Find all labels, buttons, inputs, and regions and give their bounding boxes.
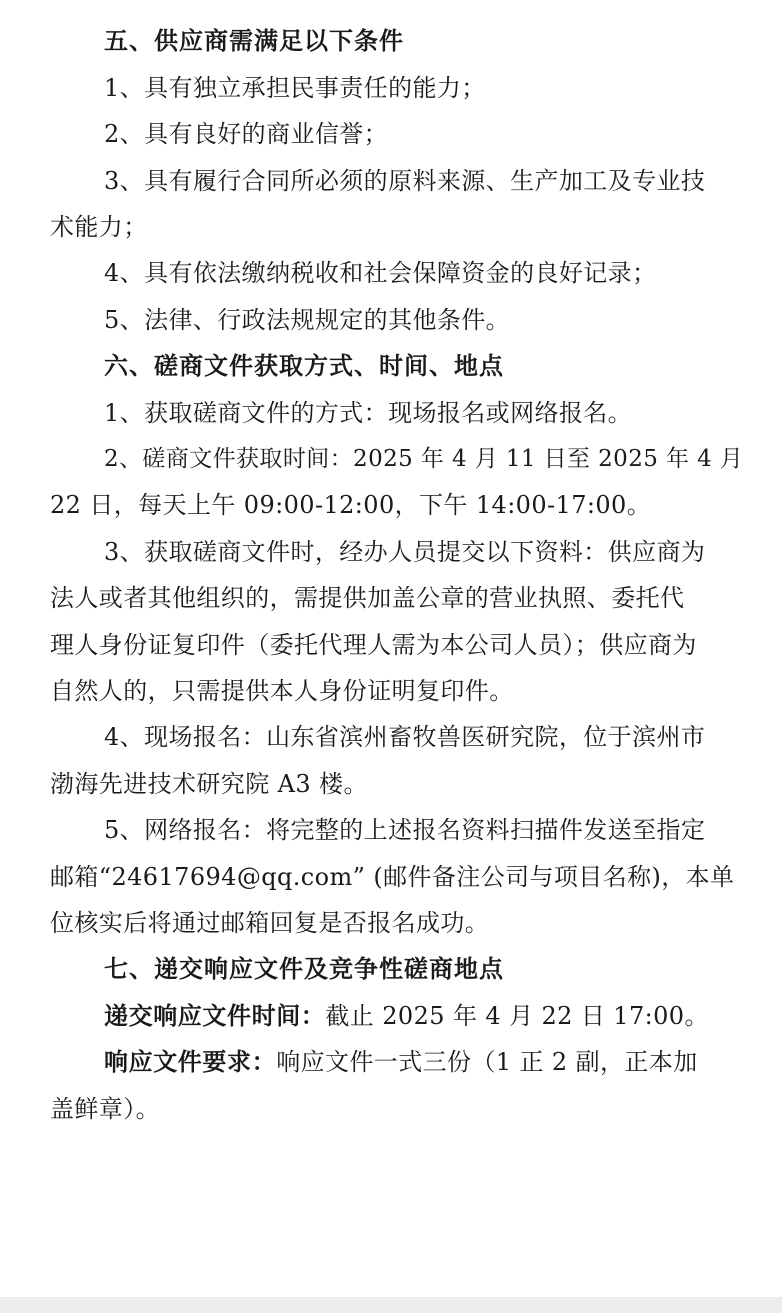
section-6-item-2-line-1: 2、磋商文件获取时间：2025 年 4 月 11 日至 2025 年 4 月 [104,446,744,472]
section-6-heading: 六、磋商文件获取方式、时间、地点 [104,352,504,380]
section-5-item-3-line-1: 3、具有履行合同所必须的原料来源、生产加工及专业技 [104,167,706,195]
section-6-item-5-line-1: 5、网络报名：将完整的上述报名资料扫描件发送至指定 [104,816,706,844]
section-5-item-1: 1、具有独立承担民事责任的能力； [104,74,486,102]
section-6-item-1: 1、获取磋商文件的方式：现场报名或网络报名。 [104,399,633,427]
section-6-item-5-line-3: 位核实后将通过邮箱回复是否报名成功。 [50,909,490,937]
section-7-requirement-line-2: 盖鲜章）。 [50,1095,160,1123]
section-5-heading: 五、供应商需满足以下条件 [104,27,404,55]
section-5-item-5: 5、法律、行政法规规定的其他条件。 [104,306,511,334]
section-6-item-3-line-1: 3、获取磋商文件时，经办人员提交以下资料：供应商为 [104,538,706,566]
section-6-item-3-line-3: 理人身份证复印件（委托代理人需为本公司人员）；供应商为 [50,631,697,659]
section-6-item-4-line-1: 4、现场报名：山东省滨州畜牧兽医研究院，位于滨州市 [104,723,706,751]
deadline-label: 递交响应文件时间： [104,1002,326,1030]
section-7-heading: 七、递交响应文件及竞争性磋商地点 [104,955,504,983]
section-6-item-3-line-2: 法人或者其他组织的，需提供加盖公章的营业执照、委托代 [50,584,685,612]
requirement-value-line-1: 响应文件一式三份（1 正 2 副，正本加 [276,1048,698,1076]
section-6-item-2-line-2: 22 日，每天上午 09:00-12:00，下午 14:00-17:00。 [50,491,652,519]
bottom-bar [0,1297,782,1313]
section-5-item-4: 4、具有依法缴纳税收和社会保障资金的良好记录； [104,259,657,287]
requirement-label: 响应文件要求： [104,1048,277,1076]
section-6-item-5-line-2: 邮箱“24617694@qq.com” (邮件备注公司与项目名称)，本单 [50,863,735,891]
section-5-item-2: 2、具有良好的商业信誉； [104,120,389,148]
section-7-requirement-line-1 [104,1047,698,1077]
section-6-item-4-line-2: 渤海先进技术研究院 A3 楼。 [50,770,368,798]
section-7-deadline [104,1001,709,1031]
section-5-item-3-line-2: 术能力； [50,213,148,241]
section-6-item-3-line-4: 自然人的，只需提供本人身份证明复印件。 [50,677,514,705]
deadline-value: 截止 2025 年 4 月 22 日 17:00。 [325,1002,709,1030]
